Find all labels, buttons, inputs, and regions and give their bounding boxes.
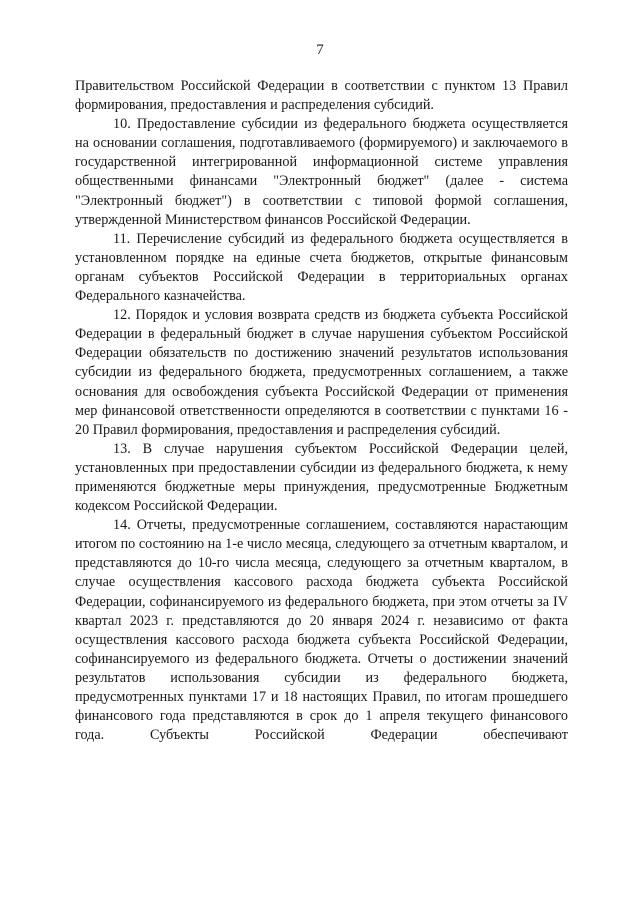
paragraph-12: 12. Порядок и условия возврата средств из бюджета субъекта Российской Федерации в федеральный бюджет в случае нарушения субъектом Российской Федерации обязательств по достижению значений результатов использования субсидии из федерального бюджета, предусмотренных соглашением, а также основания для освобождения субъекта Российской Федерации от применения мер финансовой ответственности определяются в соответствии с пунктами 16 - 20 Правил формирования, предоставления и распределения субсидий. bbox=[75, 307, 568, 438]
page-number: 7 bbox=[316, 42, 324, 58]
paragraph-14: 14. Отчеты, предусмотренные соглашением, составляются нарастающим итогом по состоянию на 1-е число месяца, следующего за отчетным кварталом, и представляются до 10-го числа месяца, следующего за отчетным кварталом, в случае осуществления кассового расхода бюджета субъекта Российской Федерации, софинансируемого из федерального бюджета, при этом отчеты за IV квартал 2023 г. представляются до 20 января 2024 г. независимо от факта осуществления кассового расхода бюджета субъекта Российской Федерации, софинансируемого из федерального бюджета. Отчеты о достижении значений результатов использования субсидии из федерального бюджета, предусмотренных пунктами 17 и 18 настоящих Правил, по итогам прошедшего финансового года представляются в срок до 1 апреля текущего финансового года. Субъекты Российской Федерации обеспечивают bbox=[75, 517, 568, 744]
paragraph-13: 13. В случае нарушения субъектом Российской Федерации целей, установленных при предоставлении субсидии из федерального бюджета, к нему применяются бюджетные меры принуждения, предусмотренные Бюджетным кодексом Российской Федерации. bbox=[75, 440, 568, 515]
paragraph-11: 11. Перечисление субсидий из федерального бюджета осуществляется в установленном порядке на единые счета бюджетов, открытые финансовым органам субъектов Российской Федерации в территориальных органах Федерального казначейства. bbox=[75, 230, 568, 305]
paragraph-10: 10. Предоставление субсидии из федерального бюджета осуществляется на основании соглашения, подготавливаемого (формируемого) и заключаемого в государственной интегрированной информационной системе управления общественными финансами "Электронный бюджет" (далее - система "Электронный бюджет") в соответствии с типовой формой соглашения, утвержденной Министерством финансов Российской Федерации. bbox=[75, 116, 568, 228]
paragraph-continuation: Правительством Российской Федерации в соответствии с пунктом 13 Правил формирования, предоставления и распределения субсидий. bbox=[75, 78, 568, 114]
document-body bbox=[75, 77, 568, 745]
